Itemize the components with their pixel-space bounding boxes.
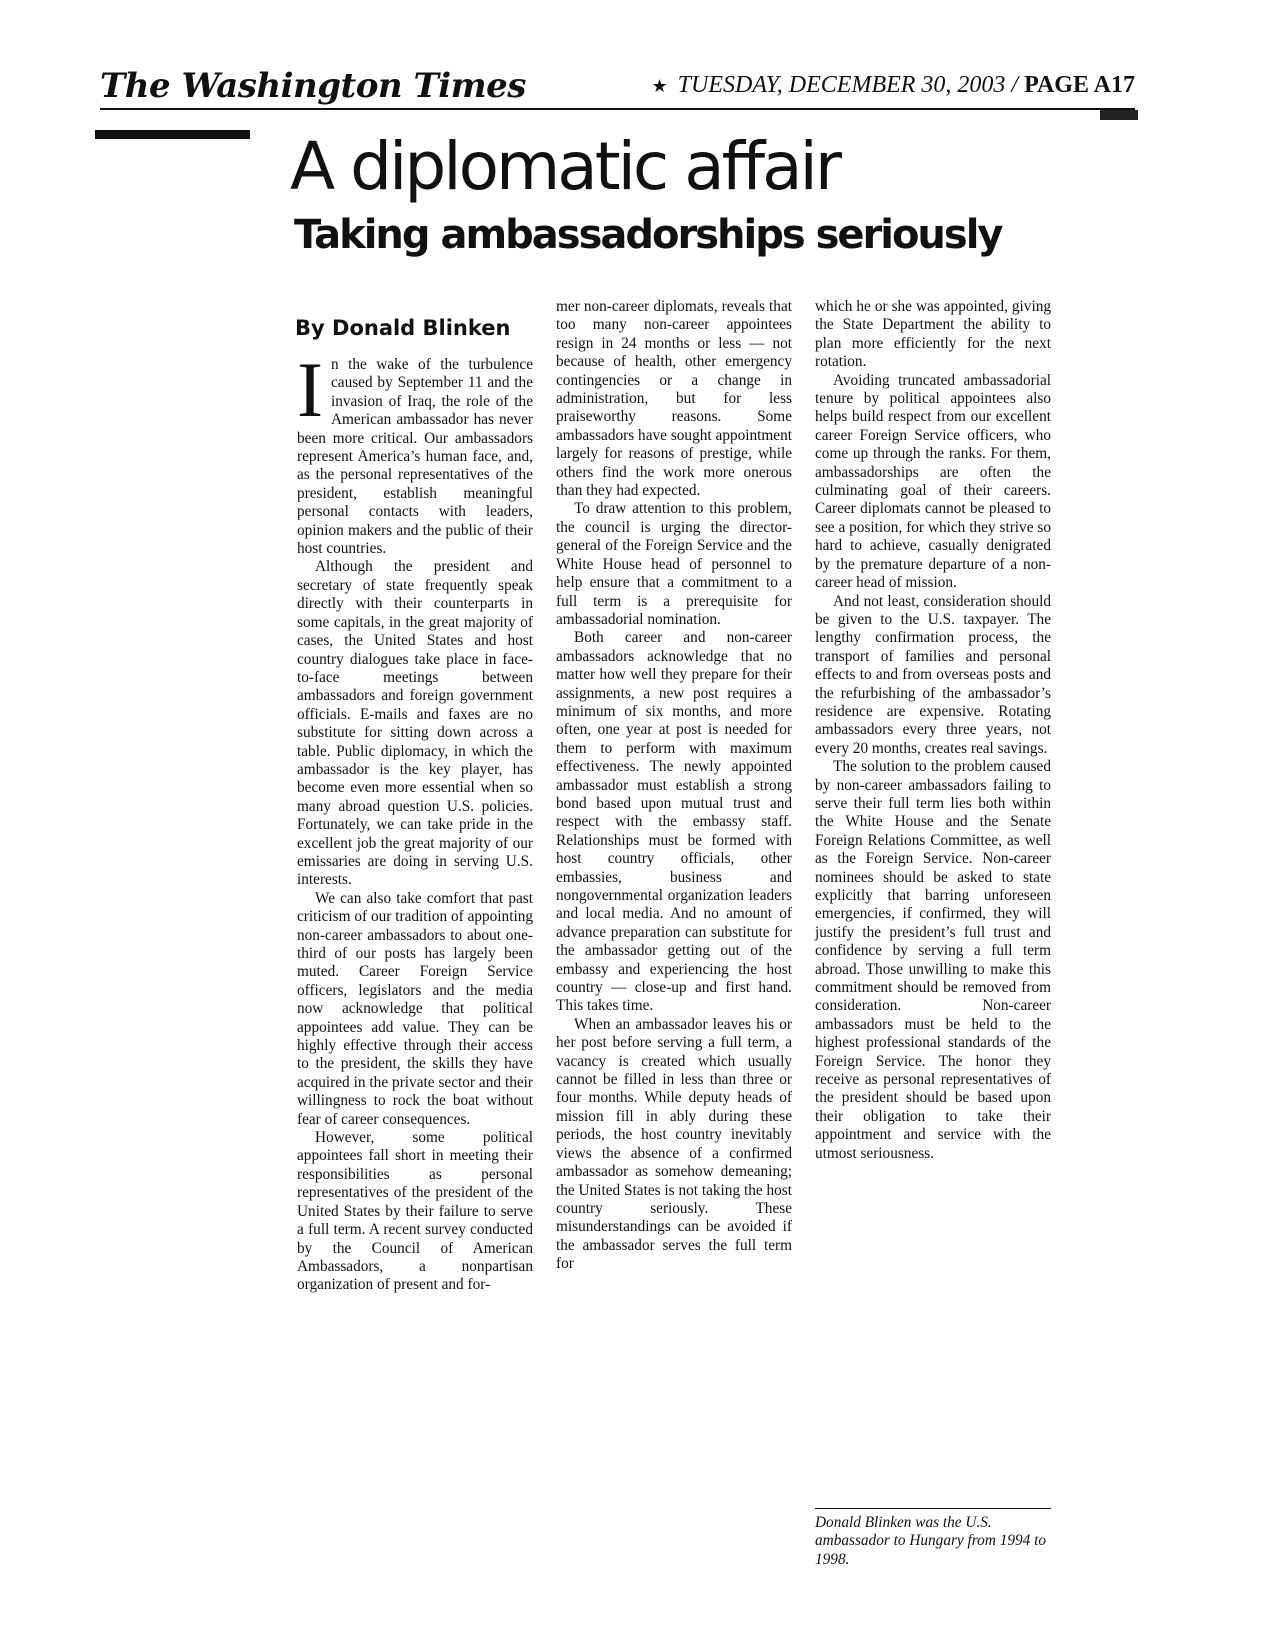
- article-column-3: [815, 298, 1051, 1163]
- byline: By Donald Blinken: [295, 316, 511, 340]
- article-column-1: [297, 346, 533, 1295]
- drop-cap: I: [297, 346, 323, 433]
- paragraph: To draw attention to this problem, the council is urging the director-general of the Foreign Service and the White House head of personnel to help ensure that a commitment to a full term is a prerequisite for ambassadorial nomination.: [556, 500, 792, 628]
- paragraph: The solution to the problem caused by non-career ambassadors failing to serve their full term lies both within the White House and the Senate Foreign Relations Committee, as well as the Foreign Service. Non-career nominees should be asked to state explicitly that barring unforeseen emergencies, if confirmed, they will justify the president’s full trust and confidence by serving a full term abroad. Those unwilling to make this commitment should be removed from consideration. Non-career ambassadors must be held to the highest professional standards of the Foreign Service. The honor they receive as personal representatives of the president should be based upon their obligation to take their appointment and service with the utmost seriousness.: [815, 758, 1051, 1162]
- paragraph: We can also take comfort that past criticism of our tradition of appointing non-career ambassadors to about one-third of our posts has largely been muted. Career Foreign Service officers, legislators and the media now acknowledge that political appointees add value. They can be highly effective through their access to the president, the skills they have acquired in the private sector and their willingness to rock the boat without fear of career consequences.: [297, 889, 533, 1128]
- article-column-2: [556, 298, 792, 1274]
- paragraph: Avoiding truncated ambassadorial tenure by political appointees also helps build respect from our excellent career Foreign Service officers, who come up through the ranks. For them, ambassadorships are often the culminating goal of their careers. Career diplomats cannot be pleased to see a position, for which they strive so hard to achieve, casually denigrated by the premature departure of a non-career head of mission.: [815, 371, 1051, 592]
- header-rule: [100, 108, 1135, 110]
- date-text: TUESDAY, DECEMBER 30, 2003 /: [677, 72, 1019, 98]
- paragraph-text: n the wake of the turbulence caused by September 11 and the invasion of Iraq, the role of the American ambassador has never been more critical. Our ambassadors represent America’s human face, and, as the personal representatives of the president, establish meaningful personal contacts with leaders, opinion makers and the public of their host countries.: [297, 356, 533, 558]
- author-note-rule: [815, 1508, 1051, 1509]
- paragraph: [297, 346, 533, 558]
- page-number: PAGE A17: [1024, 72, 1135, 98]
- paragraph: However, some political appointees fall short in meeting their responsibilities as personal representatives of the president of the United States by their failure to serve a full term. A recent survey conducted by the Council of American Ambassadors, a nonpartisan organization of present and for-: [297, 1129, 533, 1294]
- headline: A diplomatic affair: [290, 128, 840, 205]
- paragraph: When an ambassador leaves his or her post before serving a full term, a vacancy is created which usually cannot be filled in less than three or four months. While deputy heads of mission fill in ably during these periods, the host country inevitably views the absence of a confirmed ambassador as somehow demeaning; the United States is not taking the host country seriously. These misunderstandings can be avoided if the ambassador serves the full term for: [556, 1015, 792, 1273]
- paragraph: Both career and non-career ambassadors acknowledge that no matter how well they prepare for their assignments, a new post requires a minimum of six months, and more often, one year at post is needed for them to perform with maximum effectiveness. The newly appointed ambassador must establish a strong bond based upon mutual trust and respect with the embassy staff. Relationships must be formed with host country officials, other embassies, business and nongovernmental organization leaders and local media. And no amount of advance preparation can substitute for the ambassador getting out of the embassy and experiencing the host country — close-up and first hand. This takes time.: [556, 629, 792, 1015]
- paragraph: mer non-career diplomats, reveals that too many non-career appointees resign in 24 months or less — not because of health, other emergency contingencies or a change in administration, but for less praiseworthy reasons. Some ambassadors have sought appointment largely for reasons of prestige, while others find the work more onerous than they had expected.: [556, 298, 792, 500]
- paragraph: And not least, consideration should be given to the U.S. taxpayer. The lengthy confirmation process, the transport of families and personal effects to and from overseas posts and the refurbishing of the ambassador’s residence are expensive. Rotating ambassadors every three years, not every 20 months, creates real savings.: [815, 592, 1051, 757]
- author-note: Donald Blinken was the U.S. ambassador to Hungary from 1994 to 1998.: [815, 1514, 1047, 1568]
- paragraph: Although the president and secretary of state frequently speak directly with their counterparts in some capitals, in the great majority of cases, the United States and host country dialogues take place in face-to-face meetings between ambassadors and foreign government officials. E-mails and faxes are no substitute for sitting down across a table. Public diplomacy, in which the ambassador is the key player, has become even more essential when so many abroad question U.S. policies. Fortunately, we can take pride in the excellent job the great majority of our emissaries are doing in serving U.S. interests.: [297, 558, 533, 889]
- dateline: [652, 72, 1136, 99]
- paragraph: which he or she was appointed, giving the State Department the ability to plan more efficiently for the next rotation.: [815, 298, 1051, 371]
- section-bar-right: [1100, 110, 1138, 120]
- subheadline: Taking ambassadorships seriously: [294, 212, 1002, 258]
- masthead: The Washington Times: [100, 66, 526, 106]
- star-icon: ★: [651, 76, 668, 96]
- section-bar-left: [95, 130, 250, 139]
